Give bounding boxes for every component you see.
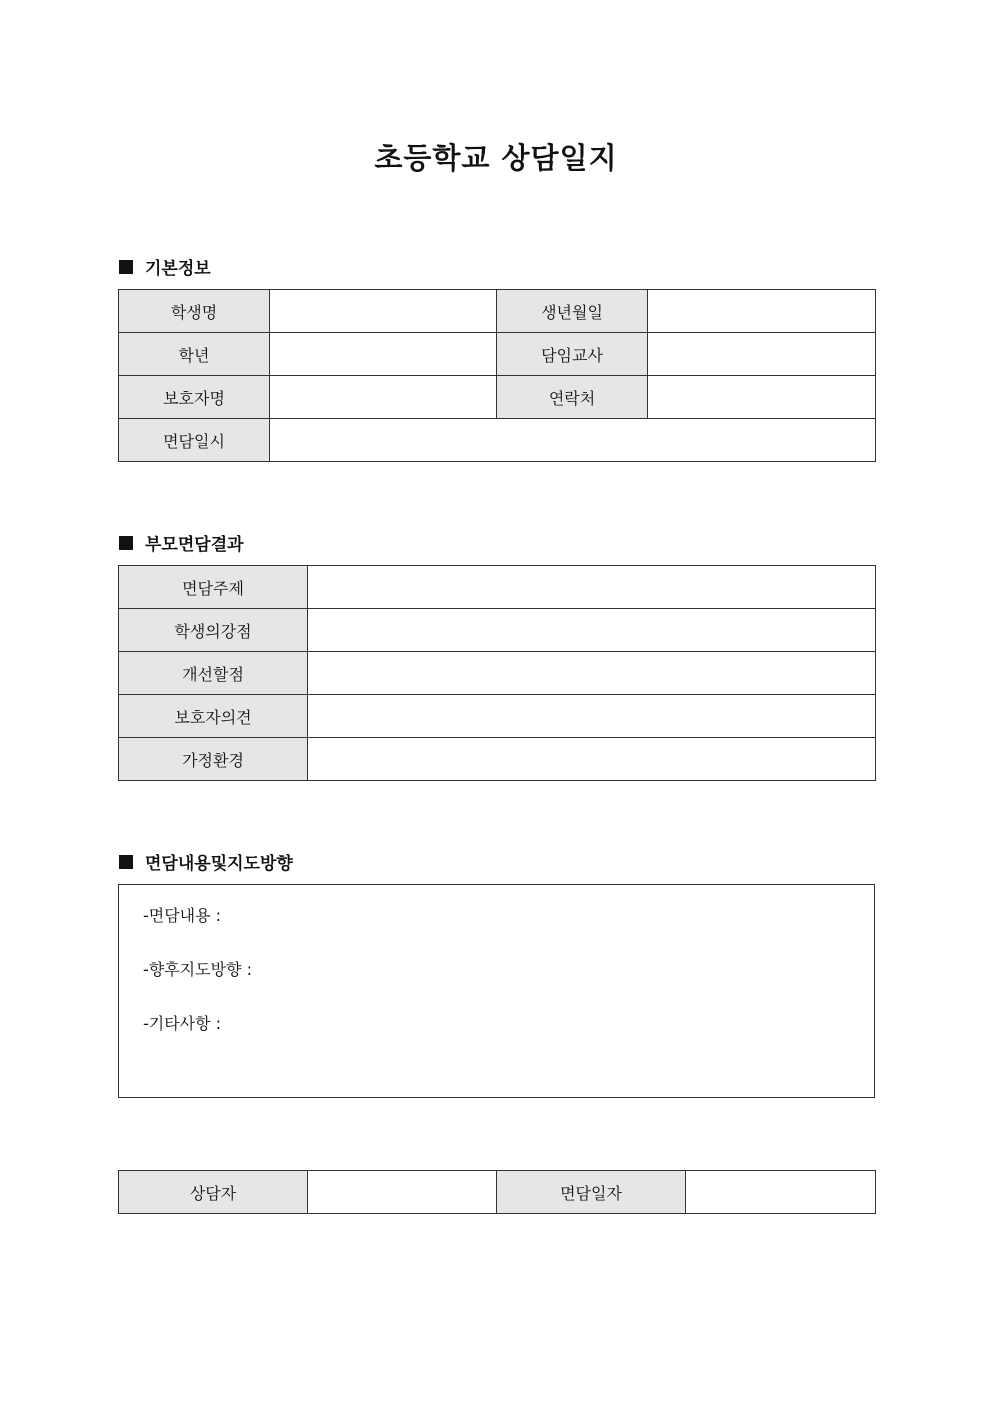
signature-table [118, 1170, 876, 1214]
square-bullet-icon [119, 536, 133, 550]
section-heading-basic-info [119, 254, 211, 279]
interview-date-label: 면담일자 [497, 1171, 686, 1214]
birth-date-field[interactable] [648, 290, 876, 333]
birth-date-label: 생년월일 [497, 290, 648, 333]
grade-label: 학년 [119, 333, 270, 376]
interview-datetime-label: 면담일시 [119, 419, 270, 462]
interview-content-line: -면담내용 : [143, 906, 222, 925]
table-row [119, 695, 876, 738]
table-row [119, 652, 876, 695]
page-title: 초등학교 상담일지 [374, 141, 618, 175]
table-row [119, 419, 876, 462]
guardian-name-field[interactable] [270, 376, 497, 419]
section-heading-parent-interview [119, 530, 244, 555]
interview-datetime-field[interactable] [270, 419, 876, 462]
guardian-opinion-label: 보호자의견 [119, 695, 308, 738]
table-row [119, 1171, 876, 1214]
home-environment-field[interactable] [308, 738, 876, 781]
guardian-opinion-field[interactable] [308, 695, 876, 738]
interview-content-box[interactable] [118, 884, 875, 1098]
contact-field[interactable] [648, 376, 876, 419]
interview-topic-field[interactable] [308, 566, 876, 609]
homeroom-teacher-field[interactable] [648, 333, 876, 376]
table-row [119, 290, 876, 333]
table-row [119, 738, 876, 781]
student-strengths-field[interactable] [308, 609, 876, 652]
home-environment-label: 가정환경 [119, 738, 308, 781]
guardian-name-label: 보호자명 [119, 376, 270, 419]
homeroom-teacher-label: 담임교사 [497, 333, 648, 376]
future-guidance-line: -향후지도방향 : [143, 960, 252, 979]
counselor-field[interactable] [308, 1171, 497, 1214]
section-title: 기본정보 [145, 259, 211, 279]
section-title: 면담내용및지도방향 [145, 854, 293, 874]
student-name-field[interactable] [270, 290, 497, 333]
grade-field[interactable] [270, 333, 497, 376]
table-row [119, 609, 876, 652]
student-strengths-label: 학생의강점 [119, 609, 308, 652]
other-notes-line: -기타사항 : [143, 1014, 222, 1033]
section-title: 부모면담결과 [145, 535, 244, 555]
student-name-label: 학생명 [119, 290, 270, 333]
interview-topic-label: 면담주제 [119, 566, 308, 609]
counselor-label: 상담자 [119, 1171, 308, 1214]
parent-interview-table [118, 565, 876, 781]
interview-date-field[interactable] [686, 1171, 876, 1214]
table-row [119, 376, 876, 419]
square-bullet-icon [119, 260, 133, 274]
table-row [119, 333, 876, 376]
contact-label: 연락처 [497, 376, 648, 419]
improvements-field[interactable] [308, 652, 876, 695]
square-bullet-icon [119, 855, 133, 869]
section-heading-interview-content [119, 849, 293, 874]
basic-info-table [118, 289, 876, 462]
improvements-label: 개선할점 [119, 652, 308, 695]
table-row [119, 566, 876, 609]
